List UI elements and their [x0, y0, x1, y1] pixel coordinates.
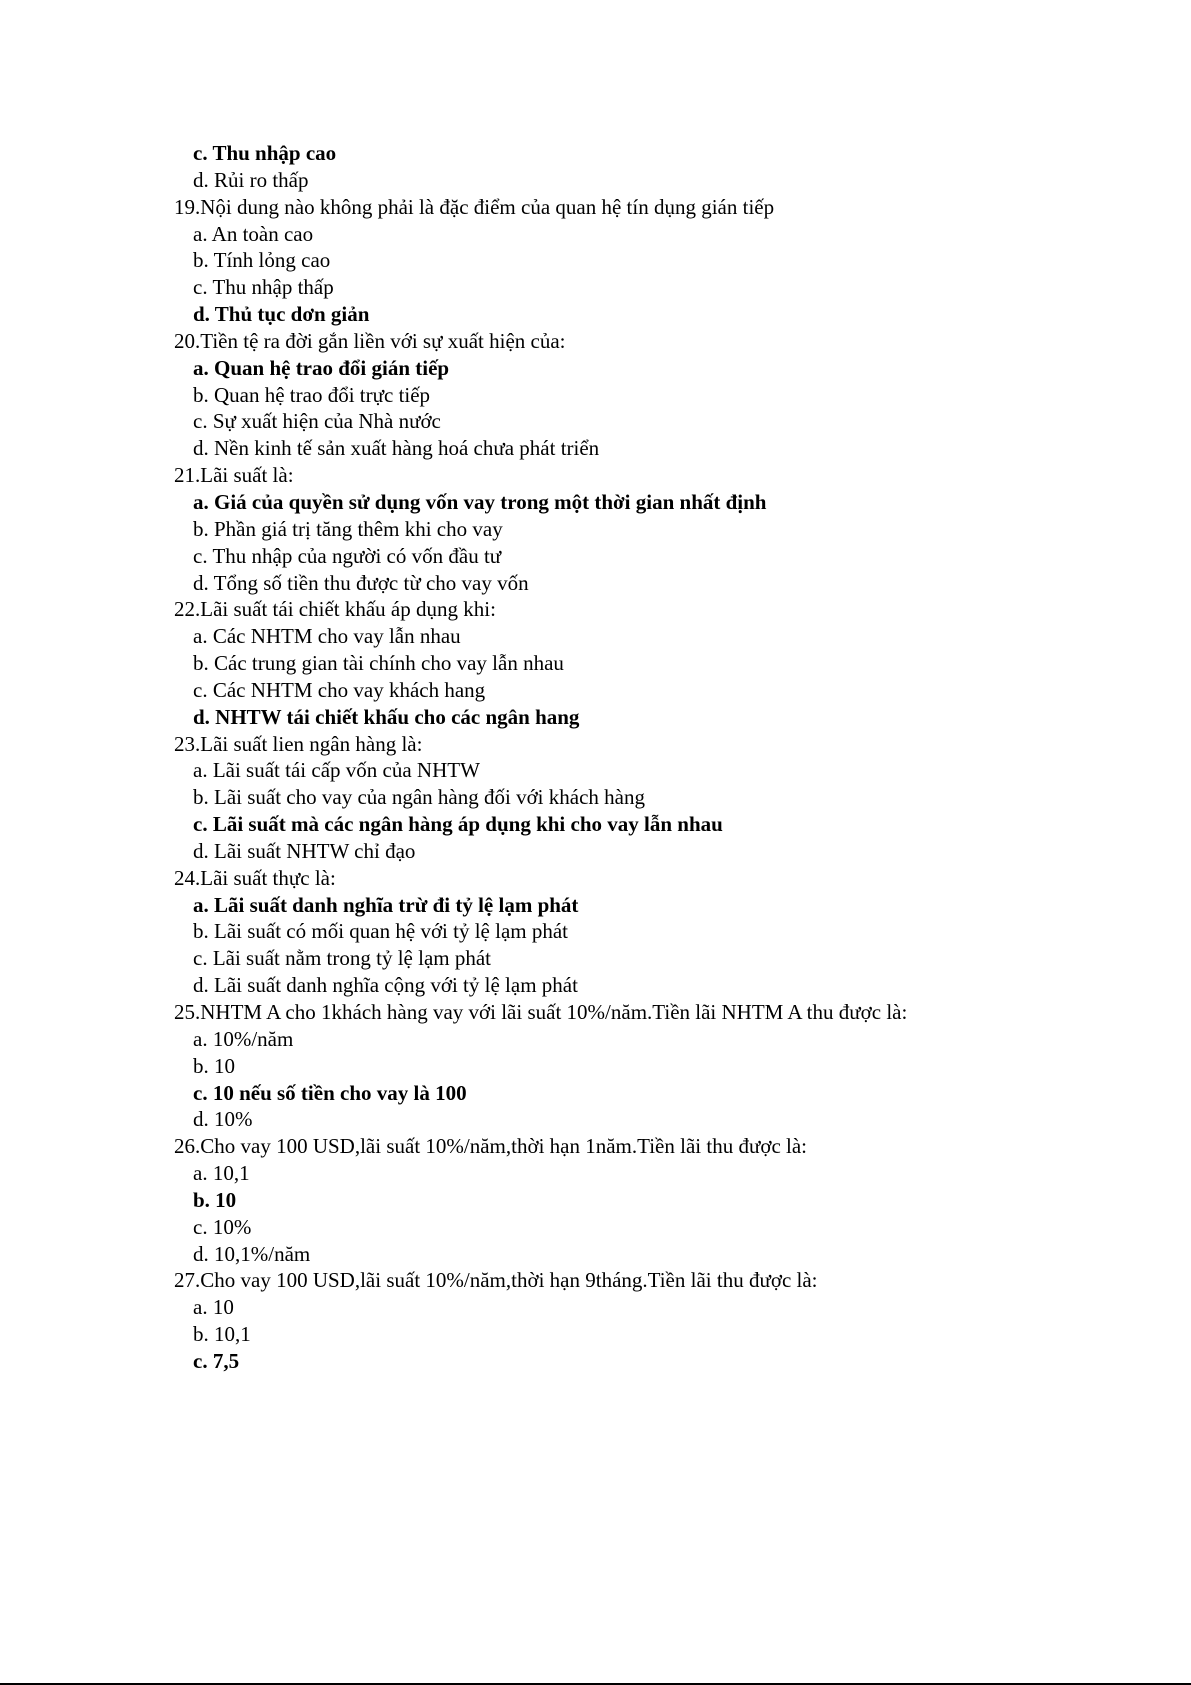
- answer-option-correct: a. Quan hệ trao đổi gián tiếp: [193, 355, 450, 380]
- answer-option: c. Lãi suất nằm trong tỷ lệ lạm phát: [193, 946, 491, 971]
- answer-option: d. Rủi ro thấp: [193, 167, 309, 192]
- question-text: 22.Lãi suất tái chiết khấu áp dụng khi:: [174, 597, 496, 622]
- answer-option: d. 10,1%/năm: [193, 1241, 311, 1266]
- answer-option-correct: a. Lãi suất danh nghĩa trừ đi tỷ lệ lạm phát: [193, 892, 579, 917]
- answer-option: a. Các NHTM cho vay lẫn nhau: [193, 624, 461, 649]
- answer-option-correct: b. 10: [193, 1187, 237, 1212]
- answer-option-correct: c. 7,5: [193, 1348, 240, 1373]
- answer-option: a. Lãi suất tái cấp vốn của NHTW: [193, 758, 480, 783]
- answer-option-correct: c. Thu nhập cao: [193, 141, 337, 165]
- answer-option-correct: d. Thủ tục dơn giản: [193, 302, 370, 327]
- answer-option: b. Tính lỏng cao: [193, 248, 331, 273]
- answer-option: b. 10: [193, 1053, 235, 1078]
- question-text: 26.Cho vay 100 USD,lãi suất 10%/năm,thời hạn 1năm.Tiền lãi thu được là:: [174, 1134, 808, 1159]
- answer-option-correct: c. 10 nếu số tiền cho vay là 100: [193, 1080, 467, 1105]
- quiz-content: [174, 140, 1174, 1375]
- answer-option-correct: c. Lãi suất mà các ngân hàng áp dụng khi cho vay lẫn nhau: [193, 812, 723, 837]
- answer-option: d. Lãi suất NHTW chỉ đạo: [193, 838, 416, 863]
- answer-option: c. Thu nhập thấp: [193, 275, 334, 300]
- answer-option: a. 10%/năm: [193, 1026, 294, 1051]
- answer-option: b. Lãi suất cho vay của ngân hàng đối với khách hàng: [193, 785, 645, 810]
- answer-option: b. 10,1: [193, 1322, 251, 1347]
- question-text: 19.Nội dung nào không phải là đặc điểm của quan hệ tín dụng gián tiếp: [174, 194, 775, 219]
- answer-option: d. Nền kinh tế sản xuất hàng hoá chưa phát triển: [193, 436, 600, 461]
- question-text: 24.Lãi suất thực là:: [174, 865, 336, 890]
- answer-option: c. 10%: [193, 1214, 252, 1239]
- answer-option: b. Các trung gian tài chính cho vay lẫn nhau: [193, 651, 564, 676]
- answer-option: d. Lãi suất danh nghĩa cộng với tỷ lệ lạm phát: [193, 973, 578, 998]
- answer-option: b. Quan hệ trao đổi trực tiếp: [193, 382, 431, 407]
- answer-option: b. Phần giá trị tăng thêm khi cho vay: [193, 516, 503, 541]
- answer-option: c. Thu nhập của người có vốn đầu tư: [193, 543, 502, 568]
- question-text: 23.Lãi suất lien ngân hàng là:: [174, 731, 423, 756]
- answer-option-correct: d. NHTW tái chiết khấu cho các ngân hang: [193, 704, 580, 729]
- answer-option: c. Các NHTM cho vay khách hang: [193, 677, 486, 702]
- question-text: 25.NHTM A cho 1khách hàng vay với lãi suất 10%/năm.Tiền lãi NHTM A thu được là:: [174, 1000, 908, 1024]
- answer-option: d. Tổng số tiền thu được từ cho vay vốn: [193, 570, 529, 595]
- answer-option-correct: a. Giá của quyền sử dụng vốn vay trong một thời gian nhất định: [193, 489, 767, 514]
- answer-option: c. Sự xuất hiện của Nhà nước: [193, 409, 441, 434]
- question-text: 20.Tiền tệ ra đời gắn liền với sự xuất hiện của:: [174, 328, 566, 353]
- answer-option: a. 10: [193, 1295, 234, 1320]
- answer-option: b. Lãi suất có mối quan hệ với tỷ lệ lạm phát: [193, 919, 569, 944]
- answer-option: a. 10,1: [193, 1161, 250, 1186]
- answer-option: d. 10%: [193, 1107, 253, 1132]
- question-text: 27.Cho vay 100 USD,lãi suất 10%/năm,thời hạn 9tháng.Tiền lãi thu được là:: [174, 1268, 818, 1293]
- answer-option: a. An toàn cao: [193, 221, 314, 246]
- question-text: 21.Lãi suất là:: [174, 463, 294, 488]
